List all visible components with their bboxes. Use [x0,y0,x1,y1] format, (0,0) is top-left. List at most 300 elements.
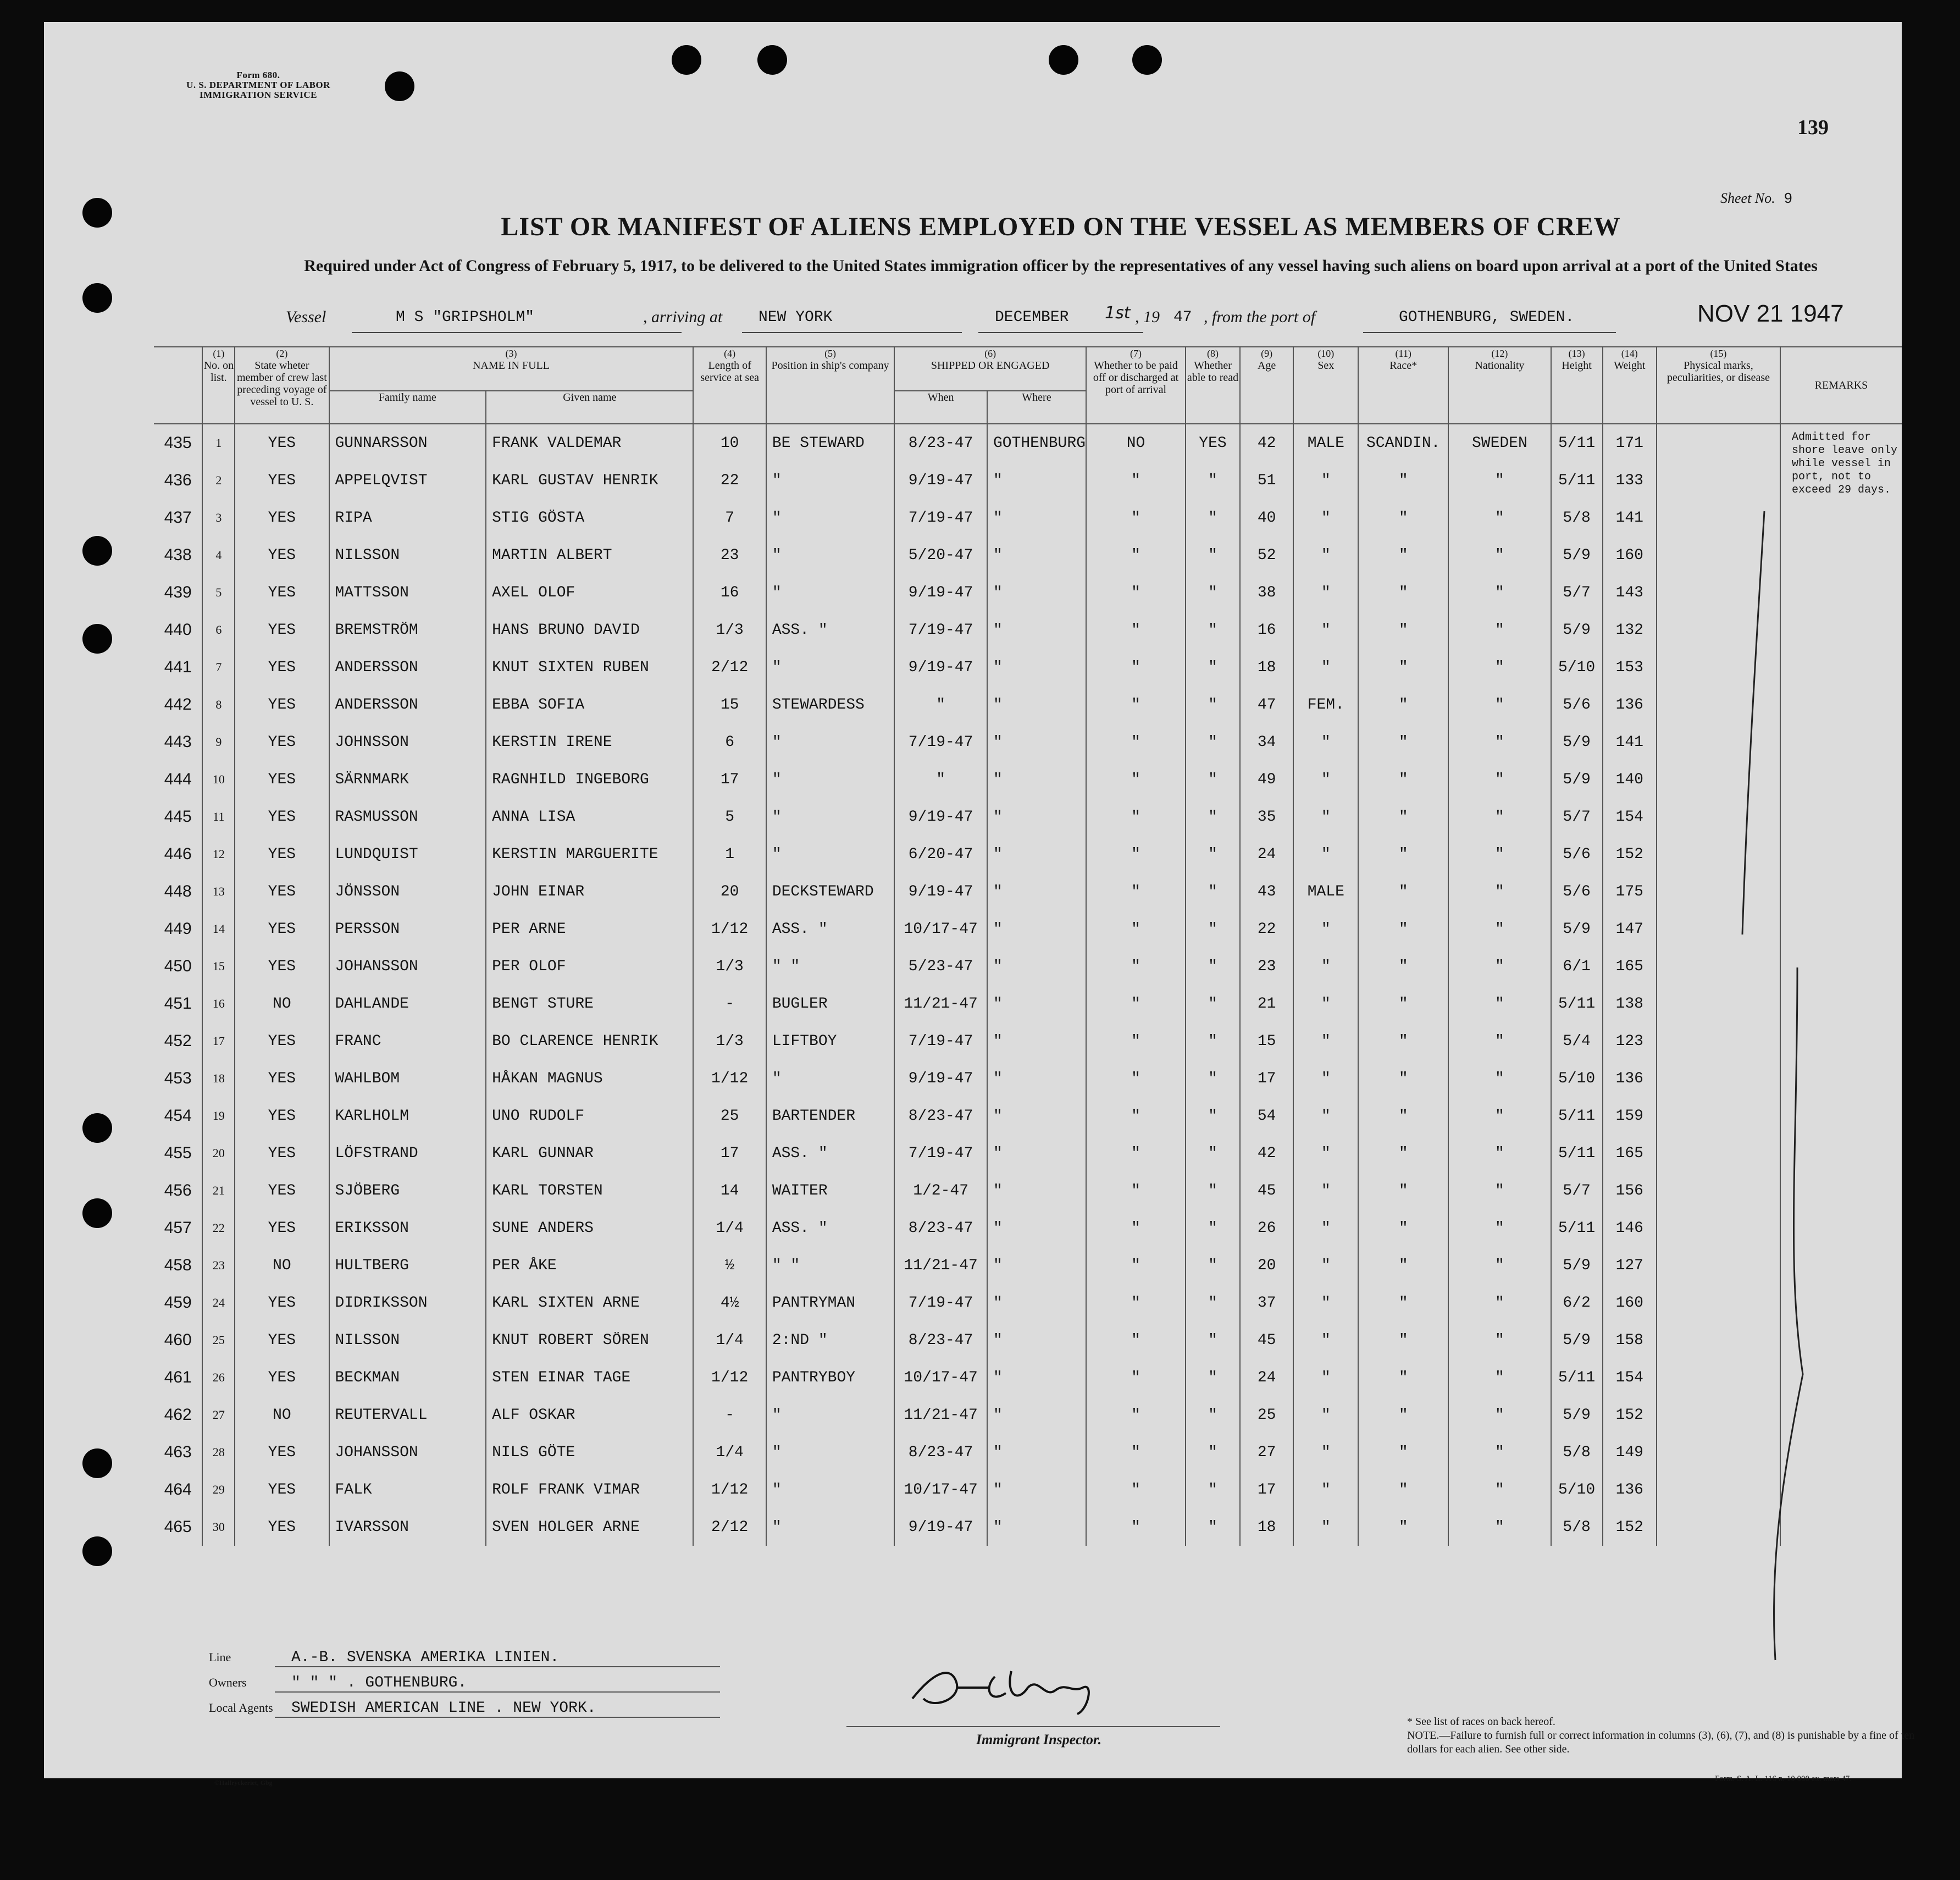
cell-paid-off: " [1086,761,1186,798]
cell-able-to-read: " [1186,1508,1240,1546]
cell-height: 5/7 [1551,798,1603,836]
document-title: LIST OR MANIFEST OF ALIENS EMPLOYED ON THE VESSEL AS MEMBERS OF CREW [501,212,1621,241]
cell-able-to-read: " [1186,1284,1240,1321]
cell-paid-off: " [1086,649,1186,686]
cell-shipped-when: 9/19-47 [894,574,987,611]
punch-hole [385,71,414,101]
cell-age: 45 [1240,1321,1293,1359]
cell-sex: " [1293,798,1358,836]
cell-race: " [1358,1471,1448,1508]
table-row [154,574,1902,611]
cell-paid-off: " [1086,537,1186,574]
cell-family-name: ANDERSSON [329,686,486,723]
cell-prev-voyage: YES [235,574,329,611]
cell-prev-voyage: YES [235,1284,329,1321]
cell-able-to-read: " [1186,723,1240,761]
cell-list-number: 20 [202,1135,235,1172]
table-row [154,1396,1902,1434]
sheet-label: Sheet No. [1720,190,1775,206]
punch-hole [82,1536,112,1566]
cell-age: 21 [1240,985,1293,1022]
punch-hole [757,45,787,75]
cell-paid-off: " [1086,873,1186,910]
cell-height: 5/6 [1551,836,1603,873]
cell-prev-voyage: YES [235,836,329,873]
cell-shipped-when: 8/23-47 [894,1434,987,1471]
cell-family-name: BECKMAN [329,1359,486,1396]
header-name-in-full: (3) NAME IN FULL [329,347,694,391]
cell-prev-voyage: YES [235,1022,329,1060]
cell-shipped-where: " [987,873,1086,910]
cell-given-name: BENGT STURE [486,985,693,1022]
cell-height: 5/11 [1551,1135,1603,1172]
printer-mark: ©Hallryckeriet, Gbg [214,1779,273,1787]
cell-sex: " [1293,1284,1358,1321]
cell-length-of-service: 1/12 [693,910,766,948]
cell-line-number: 438 [164,546,192,564]
cell-given-name: KNUT SIXTEN RUBEN [486,649,693,686]
cell-paid-off: " [1086,1060,1186,1097]
cell-position: " [766,649,894,686]
cell-sex: " [1293,574,1358,611]
cell-shipped-where: " [987,1508,1086,1546]
cell-weight: 141 [1603,499,1657,537]
cell-height: 5/10 [1551,649,1603,686]
cell-shipped-when: 9/19-47 [894,873,987,910]
cell-prev-voyage: YES [235,1359,329,1396]
cell-remarks: Admitted for shore leave only while vessel in port, not to exceed 29 days. [1780,424,1902,1546]
punch-hole [82,624,112,654]
punch-hole [82,1198,112,1228]
cell-sex: " [1293,649,1358,686]
cell-weight: 165 [1603,948,1657,985]
cell-line-number: 457 [164,1219,192,1237]
cell-shipped-where: " [987,985,1086,1022]
cell-age: 45 [1240,1172,1293,1209]
cell-height: 5/8 [1551,1508,1603,1546]
header-paid-off: (7) Whether to be paid off or discharged at port of arrival [1086,347,1186,424]
cell-family-name: JOHNSSON [329,723,486,761]
cell-family-name: SÄRNMARK [329,761,486,798]
cell-age: 37 [1240,1284,1293,1321]
cell-prev-voyage: YES [235,537,329,574]
arrival-port: NEW YORK [758,309,833,326]
cell-able-to-read: " [1186,1471,1240,1508]
cell-line-number: 435 [164,434,192,452]
cell-able-to-read: " [1186,537,1240,574]
sheet-value: 9 [1784,190,1792,206]
cell-nationality: " [1448,1172,1551,1209]
cell-given-name: MARTIN ALBERT [486,537,693,574]
cell-length-of-service: 20 [693,873,766,910]
cell-shipped-where: " [987,1209,1086,1247]
cell-race: " [1358,499,1448,537]
cell-prev-voyage: YES [235,424,329,462]
header-race: (11) Race* [1358,347,1448,424]
cell-family-name: FALK [329,1471,486,1508]
cell-family-name: KARLHOLM [329,1097,486,1135]
cell-nationality: " [1448,499,1551,537]
cell-nationality: " [1448,836,1551,873]
cell-race: " [1358,948,1448,985]
form-sal: Form. S. A. L. 116 n. 10 000 ex. mars 47. [1715,1774,1852,1783]
cell-weight: 171 [1603,424,1657,462]
cell-sex: " [1293,1321,1358,1359]
inspector-signature [901,1660,1132,1715]
cell-length-of-service: ½ [693,1247,766,1284]
table-row [154,1284,1902,1321]
table-row [154,1209,1902,1247]
cell-list-number: 10 [202,761,235,798]
cell-sex: " [1293,1172,1358,1209]
cell-prev-voyage: YES [235,1097,329,1135]
cell-given-name: KARL SIXTEN ARNE [486,1284,693,1321]
cell-prev-voyage: YES [235,723,329,761]
cell-list-number: 7 [202,649,235,686]
cell-position: PANTRYMAN [766,1284,894,1321]
cell-shipped-when: 7/19-47 [894,611,987,649]
cell-shipped-where: " [987,1135,1086,1172]
cell-list-number: 29 [202,1471,235,1508]
cell-race: " [1358,1022,1448,1060]
cell-sex: " [1293,1471,1358,1508]
cell-nationality: " [1448,1060,1551,1097]
cell-line-number: 448 [164,882,192,900]
table-row [154,537,1902,574]
cell-age: 16 [1240,611,1293,649]
cell-family-name: IVARSSON [329,1508,486,1546]
cell-sex: " [1293,1209,1358,1247]
cell-family-name: JOHANSSON [329,1434,486,1471]
cell-shipped-where: " [987,574,1086,611]
table-row [154,948,1902,985]
cell-shipped-where: " [987,1097,1086,1135]
cell-race: " [1358,1359,1448,1396]
vessel-line [286,300,1844,334]
cell-length-of-service: - [693,985,766,1022]
cell-race: " [1358,910,1448,948]
cell-prev-voyage: YES [235,686,329,723]
cell-family-name: RIPA [329,499,486,537]
cell-weight: 143 [1603,574,1657,611]
cell-length-of-service: 5 [693,798,766,836]
cell-age: 34 [1240,723,1293,761]
cell-sex: " [1293,761,1358,798]
cell-length-of-service: 23 [693,537,766,574]
header-position: (5) Position in ship's company [766,347,894,424]
cell-age: 15 [1240,1022,1293,1060]
punch-hole [82,1448,112,1478]
cell-shipped-when: " [894,686,987,723]
cell-age: 51 [1240,462,1293,499]
table-row [154,424,1902,462]
cell-race: " [1358,1396,1448,1434]
table-row [154,1172,1902,1209]
cell-line-number: 459 [164,1293,192,1312]
cell-list-number: 28 [202,1434,235,1471]
header-line-number [154,347,202,424]
header-physical-marks: (15) Physical marks, peculiarities, or disease [1657,347,1780,424]
cell-length-of-service: 1 [693,836,766,873]
cell-paid-off: " [1086,611,1186,649]
cell-able-to-read: " [1186,1172,1240,1209]
cell-paid-off: " [1086,1359,1186,1396]
cell-weight: 136 [1603,686,1657,723]
cell-able-to-read: " [1186,1135,1240,1172]
cell-physical-marks [1657,424,1780,462]
table-row [154,1247,1902,1284]
cell-sex: MALE [1293,424,1358,462]
cell-weight: 123 [1603,1022,1657,1060]
cell-weight: 165 [1603,1135,1657,1172]
table-row [154,1135,1902,1172]
cell-length-of-service: 2/12 [693,649,766,686]
cell-age: 52 [1240,537,1293,574]
cell-race: " [1358,537,1448,574]
cell-position: " [766,1471,894,1508]
cell-shipped-when: 8/23-47 [894,1209,987,1247]
cell-prev-voyage: YES [235,1321,329,1359]
page-number: 139 [1797,116,1829,139]
cell-age: 25 [1240,1396,1293,1434]
cell-position: " [766,1060,894,1097]
cell-prev-voyage: NO [235,1247,329,1284]
cell-given-name: STIG GÖSTA [486,499,693,537]
cell-list-number: 13 [202,873,235,910]
cell-given-name: UNO RUDOLF [486,1097,693,1135]
cell-family-name: BREMSTRÖM [329,611,486,649]
cell-shipped-when: 5/20-47 [894,537,987,574]
cell-shipped-when: 10/17-47 [894,910,987,948]
cell-race: " [1358,462,1448,499]
cell-list-number: 3 [202,499,235,537]
cell-weight: 154 [1603,1359,1657,1396]
cell-nationality: " [1448,1284,1551,1321]
cell-given-name: RAGNHILD INGEBORG [486,761,693,798]
cell-given-name: ROLF FRANK VIMAR [486,1471,693,1508]
cell-length-of-service: 25 [693,1097,766,1135]
cell-age: 40 [1240,499,1293,537]
cell-given-name: PER OLOF [486,948,693,985]
cell-race: " [1358,836,1448,873]
cell-line-number: 450 [164,957,192,975]
cell-height: 5/9 [1551,537,1603,574]
cell-prev-voyage: YES [235,1135,329,1172]
cell-nationality: " [1448,910,1551,948]
cell-line-number: 449 [164,920,192,938]
header-where: Where [987,391,1086,424]
cell-race: " [1358,1097,1448,1135]
cell-paid-off: " [1086,1209,1186,1247]
cell-family-name: RASMUSSON [329,798,486,836]
cell-length-of-service: 14 [693,1172,766,1209]
footer-owners [209,1674,720,1693]
cell-height: 6/2 [1551,1284,1603,1321]
cell-race: " [1358,1060,1448,1097]
cell-race: " [1358,611,1448,649]
cell-list-number: 16 [202,985,235,1022]
cell-able-to-read: " [1186,836,1240,873]
cell-weight: 158 [1603,1321,1657,1359]
cell-age: 35 [1240,798,1293,836]
cell-weight: 133 [1603,462,1657,499]
cell-length-of-service: 1/4 [693,1209,766,1247]
cell-length-of-service: 1/3 [693,611,766,649]
cell-nationality: " [1448,574,1551,611]
cell-nationality: " [1448,1209,1551,1247]
cell-given-name: NILS GÖTE [486,1434,693,1471]
cell-list-number: 27 [202,1396,235,1434]
cell-weight: 152 [1603,1396,1657,1434]
cell-height: 5/11 [1551,985,1603,1022]
form-header [170,70,346,100]
cell-line-number: 452 [164,1032,192,1050]
cell-family-name: MATTSSON [329,574,486,611]
cell-length-of-service: 1/3 [693,1022,766,1060]
cell-list-number: 1 [202,424,235,462]
cell-position: " [766,761,894,798]
header-when: When [894,391,987,424]
cell-prev-voyage: NO [235,985,329,1022]
cell-paid-off: " [1086,1172,1186,1209]
cell-nationality: " [1448,686,1551,723]
cell-height: 5/6 [1551,686,1603,723]
cell-given-name: PER ÅKE [486,1247,693,1284]
cell-position: " [766,1508,894,1546]
cell-list-number: 18 [202,1060,235,1097]
cell-nationality: " [1448,537,1551,574]
cell-given-name: ANNA LISA [486,798,693,836]
cell-position: " " [766,948,894,985]
cell-sex: MALE [1293,873,1358,910]
cell-height: 5/9 [1551,910,1603,948]
cell-nationality: " [1448,1022,1551,1060]
table-row [154,910,1902,948]
cell-family-name: WAHLBOM [329,1060,486,1097]
cell-shipped-where: " [987,1434,1086,1471]
cell-shipped-where: " [987,761,1086,798]
cell-sex: " [1293,1434,1358,1471]
cell-shipped-where: " [987,1060,1086,1097]
cell-nationality: " [1448,611,1551,649]
cell-list-number: 8 [202,686,235,723]
cell-shipped-when: 9/19-47 [894,1508,987,1546]
owners-label: Owners [209,1676,247,1689]
cell-weight: 149 [1603,1434,1657,1471]
cell-given-name: JOHN EINAR [486,873,693,910]
penalty-note: NOTE.—Failure to furnish full or correct information in columns (3), (6), (7), and (8) is punishable by a fine of ten dollars for each alien. See other side. [1407,1729,1915,1755]
cell-given-name: KARL GUSTAV HENRIK [486,462,693,499]
cell-race: " [1358,798,1448,836]
cell-paid-off: " [1086,1247,1186,1284]
table-row [154,611,1902,649]
cell-list-number: 14 [202,910,235,948]
cell-weight: 152 [1603,1508,1657,1546]
cell-prev-voyage: YES [235,1508,329,1546]
punch-hole [82,536,112,566]
cell-given-name: HÅKAN MAGNUS [486,1060,693,1097]
cell-position: ASS. " [766,910,894,948]
manifest-page [44,22,1915,1787]
cell-race: " [1358,723,1448,761]
cell-race: " [1358,1434,1448,1471]
cell-age: 24 [1240,836,1293,873]
cell-position: " [766,798,894,836]
cell-age: 42 [1240,1135,1293,1172]
punch-hole [1049,45,1078,75]
cell-paid-off: " [1086,1396,1186,1434]
cell-weight: 146 [1603,1209,1657,1247]
cell-line-number: 445 [164,808,192,826]
cell-paid-off: NO [1086,424,1186,462]
cell-family-name: JÖNSSON [329,873,486,910]
cell-age: 23 [1240,948,1293,985]
cell-shipped-where: " [987,1359,1086,1396]
cell-length-of-service: 1/3 [693,948,766,985]
cell-paid-off: " [1086,1022,1186,1060]
cell-line-number: 453 [164,1069,192,1087]
cell-shipped-when: 8/23-47 [894,424,987,462]
cell-height: 5/11 [1551,1359,1603,1396]
cell-paid-off: " [1086,798,1186,836]
cell-length-of-service: 1/12 [693,1359,766,1396]
cell-race: " [1358,686,1448,723]
cell-nationality: " [1448,1321,1551,1359]
cell-age: 43 [1240,873,1293,910]
punch-hole [82,1113,112,1143]
cell-prev-voyage: NO [235,1396,329,1434]
cell-weight: 159 [1603,1097,1657,1135]
table-row [154,649,1902,686]
cell-weight: 136 [1603,1471,1657,1508]
cell-race: " [1358,761,1448,798]
cell-race: " [1358,1508,1448,1546]
arrival-year: 47 [1173,309,1192,326]
cell-nationality: " [1448,985,1551,1022]
cell-given-name: HANS BRUNO DAVID [486,611,693,649]
cell-list-number: 4 [202,537,235,574]
cell-length-of-service: 10 [693,424,766,462]
cell-weight: 160 [1603,537,1657,574]
cell-paid-off: " [1086,574,1186,611]
cell-shipped-where: " [987,836,1086,873]
cell-height: 5/6 [1551,873,1603,910]
cell-length-of-service: 4½ [693,1284,766,1321]
cell-list-number: 6 [202,611,235,649]
cell-weight: 154 [1603,798,1657,836]
cell-weight: 152 [1603,836,1657,873]
cell-prev-voyage: YES [235,462,329,499]
cell-prev-voyage: YES [235,1209,329,1247]
cell-weight: 140 [1603,761,1657,798]
cell-sex: " [1293,948,1358,985]
cell-sex: FEM. [1293,686,1358,723]
table-row [154,985,1902,1022]
cell-shipped-when: 6/20-47 [894,836,987,873]
punch-hole [82,283,112,313]
cell-shipped-where: " [987,910,1086,948]
cell-able-to-read: " [1186,1209,1240,1247]
cell-sex: " [1293,836,1358,873]
cell-sex: " [1293,1359,1358,1396]
cell-length-of-service: 17 [693,1135,766,1172]
cell-position: " [766,574,894,611]
cell-position: LIFTBOY [766,1022,894,1060]
document-subtitle: Required under Act of Congress of February 5, 1917, to be delivered to the United States immigration officer by the representatives of any vessel having such aliens on board upon arrival at a port of the United States [304,257,1818,275]
cell-sex: " [1293,537,1358,574]
cell-list-number: 15 [202,948,235,985]
cell-nationality: " [1448,723,1551,761]
